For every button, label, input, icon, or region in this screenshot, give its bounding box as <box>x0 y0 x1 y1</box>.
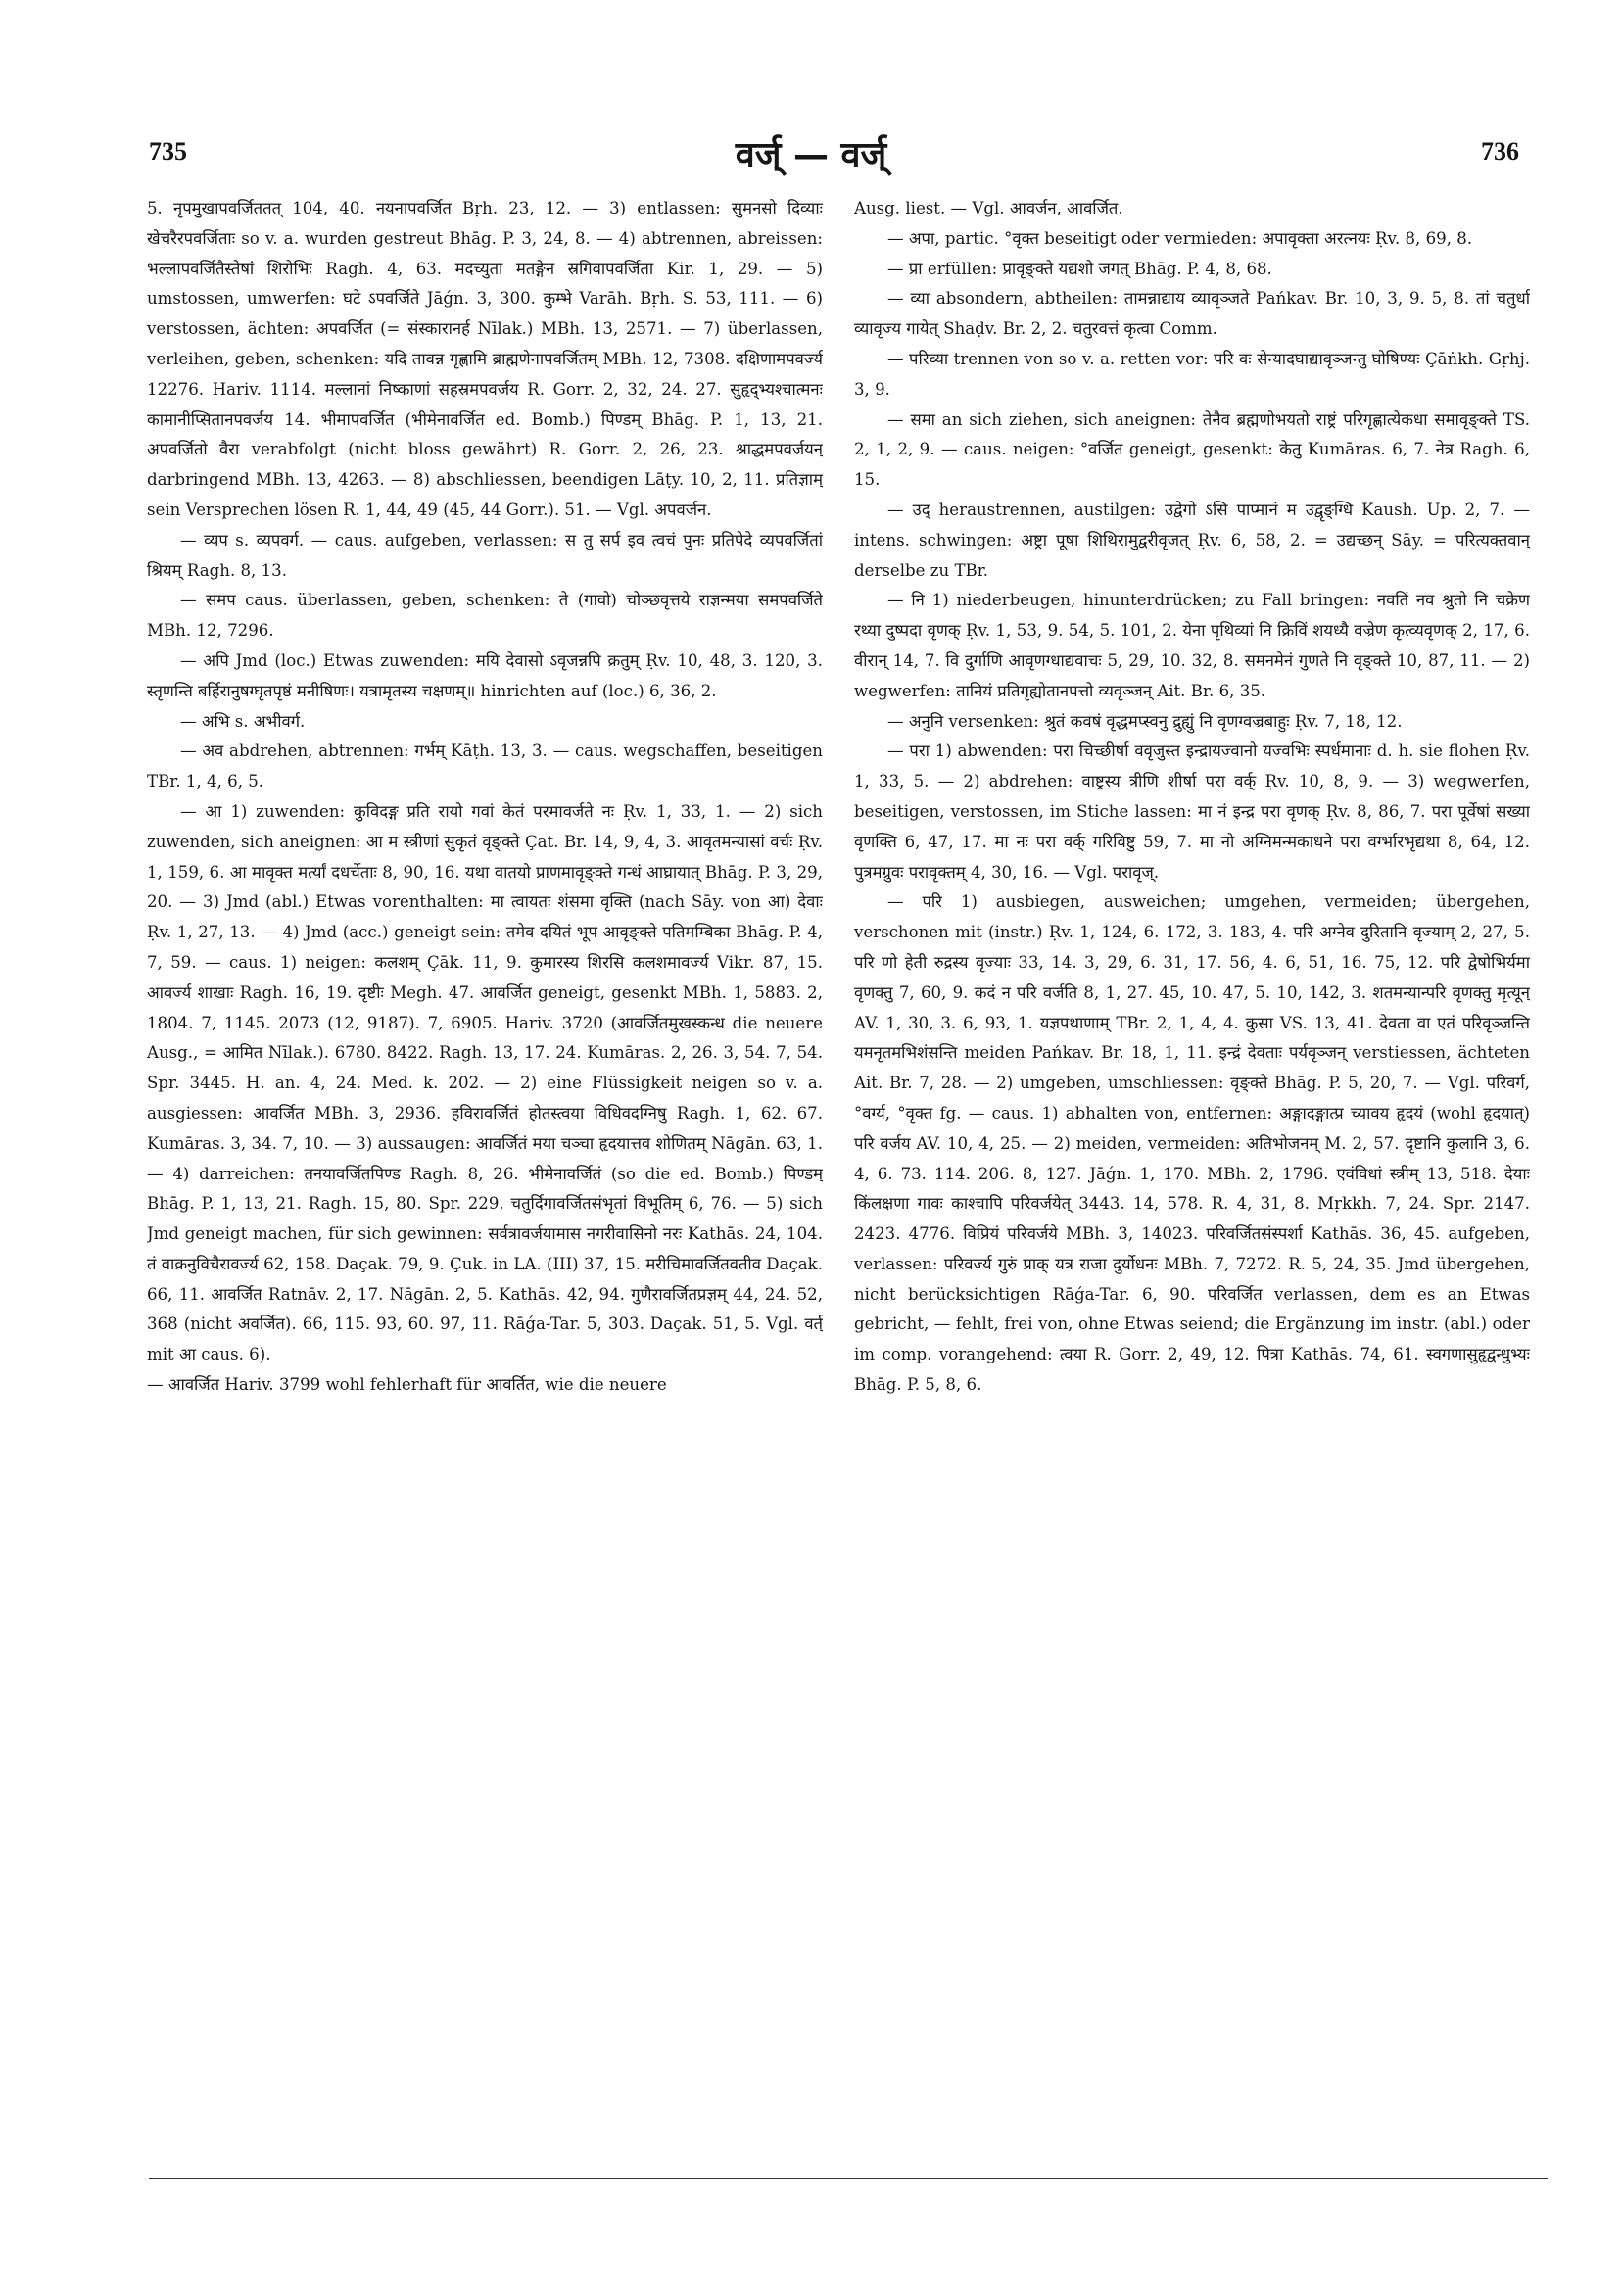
running-headword: वर्ज् — वर्ज् <box>735 135 887 175</box>
left-paragraph: — आवर्जित Hariv. 3799 wohl fehlerhaft für आवर्तित, wie die neuere <box>147 1375 667 1395</box>
right-paragraph: — परि 1) ausbiegen, ausweichen; umgehen, vermeiden; übergehen, verschonen mit (instr.) Ṛv. 1, 124, 6. 172, 3. 183, 4. परि अग्नेव दुरितानि वृज्याम् 2, 27, 5. परि णो हेती रुद्रस्य वृज्याः 33, 14. 3, 29, 6. 31, 17. 56, 4. 6, 51, 16. 75, 12. परि द्वेषोभिर्यमा वृणक्तु 7, 60, 9. कदं न परि वर्जति 8, 1, 27. 45, 10. 47, 5. 10, 142, 3. शतमन्यान्परि वृणक्तु मृत्यून् AV. 1, 30, 3. 6, 93, 1. यज्ञपथाणाम् TBr. 2, 1, 4, 4. कुसा VS. 13, 41. देवता वा एतं परिवृञ्जन्ति यमनृतमभिशंसन्ति meiden Pańkav. Br. 18, 1, 11. इन्द्रं देवताः पर्यवृञ्जन् verstiessen, ächteten Ait. Br. 7, 28. — 2) umgeben, umschliessen: वृङ्क्ते Bhāg. P. 5, 20, 7. — Vgl. परिवर्ग, °वर्ग्य, °वृक्त fg. — caus. 1) abhalten von, entfernen: अङ्गादङ्गात्प्र च्यावय हृदयं (wohl हृदयात्) परि वर्जय AV. 10, 4, 25. — 2) meiden, vermeiden: अतिभोजनम् M. 2, 57. दृष्टानि कुलानि 3, 6. 4, 6. 73. 114. 206. 8, 127. Jāǵn. 1, 170. MBh. 2, 1796. एवंविधां स्त्रीम् 13, 518. देयाः किंलक्षणा गावः काश्चापि परिवर्जयेत् 3443. 14, 578. R. 4, 31, 8. Mṛkkh. 7, 24. Spr. 2147. 2423. 4776. विप्रियं परिवर्जये MBh. 3, 14023. परिवर्जितसंस्पर्शा Kathās. 36, 45. aufgeben, verlassen: परिवर्ज्य गुरुं प्राक् यत्र राजा दुर्योधनः MBh. 7, 7272. R. 5, 24, 35. Jmd übergehen, nicht berücksichtigen Rāǵa-Tar. 6, 90. परिवर्जित verlassen, dem es an Etwas gebricht, — fehlt, frei von, ohne Etwas seiend; die Ergänzung im instr. (abl.) oder im comp. vorangehend: त्वया R. Gorr. 2, 49, 12. पित्रा Kathās. 74, 61. स्वगणासुहृद्वन्धुभ्यः Bhāg. P. 5, 8, 6. <box>854 892 1530 1395</box>
right-paragraph: — प्रा erfüllen: प्रावृङ्क्ते यद्यशो जगत् Bhāg. P. 4, 8, 68. <box>887 259 1272 278</box>
left-paragraph: — समप caus. überlassen, geben, schenken: ते (गावो) चोञ्छवृत्तये राज्ञन्मया समपवर्जिते MBh. 12, 7296. <box>147 591 823 641</box>
left-paragraph: — अभि s. अभीवर्ग. <box>180 711 306 731</box>
right-paragraph: — परिव्या trennen von so v. a. retten vor: परि वः सेन्यादघाद्यावृञ्जन्तु घोषिण्यः Çāṅkh. Gṛhj. 3, 9. <box>854 349 1530 399</box>
right-paragraph: — नि 1) niederbeugen, hinunterdrücken; zu Fall bringen: नवतिं नव श्रुतो नि चक्रेण रथ्या दुष्पदा वृणक् Ṛv. 1, 53, 9. 54, 5. 101, 2. येना पृथिव्यां नि क्रिविं शयध्यै वज्रेण कृत्व्यवृणक् 2, 17, 6. वीरान् 14, 7. वि दुर्गाणि आवृणग्धाद्यवाचः 5, 29, 10. 32, 8. समनमेनं गुणते नि वृङ्क्ते 10, 87, 11. — 2) wegwerfen: तानियं प्रतिगृह्योतानपत्तो व्यवृञ्जन् Ait. Br. 6, 35. <box>854 591 1530 700</box>
right-paragraph: — व्या absondern, abtheilen: तामन्नाद्याय व्यावृञ्जते Pańkav. Br. 10, 3, 9. 5, 8. तां चतुर्धा व्यावृज्य गायेत् Shaḍv. Br. 2, 2. चतुरवत्तं कृत्वा Comm. <box>854 289 1530 339</box>
page-number-left: 735 <box>149 137 187 166</box>
page-number-right: 736 <box>1481 137 1519 166</box>
right-paragraph: Ausg. liest. — Vgl. आवर्जन, आवर्जित. <box>854 199 1123 217</box>
left-paragraph: — व्यप s. व्यपवर्ग. — caus. aufgeben, verlassen: स तु सर्प इव त्वचं पुनः प्रतिपेदे व्यपवर्जितां श्रियम् Ragh. 8, 13. <box>147 530 823 580</box>
footer-rule <box>149 2178 1548 2179</box>
left-paragraph: 5. नृपमुखापवर्जिततत् 104, 40. नयनापवर्जित Bṛh. 23, 12. — 3) entlassen: सुमनसो दिव्याः खेचरैरपवर्जिताः so v. a. wurden gestreut Bhāg. P. 3, 24, 8. — 4) abtrennen, abreissen: भल्लापवर्जितैस्तेषां शिरोभिः Ragh. 4, 63. मदच्युता मतङ्गेन स्रगिवापवर्जिता Kir. 1, 29. — 5) umstossen, umwerfen: घटे ऽपवर्जिते Jāǵn. 3, 300. कुम्भे Varāh. Bṛh. S. 53, 111. — 6) verstossen, ächten: अपवर्जित (= संस्कारानर्ह Nīlak.) MBh. 13, 2571. — 7) überlassen, verleihen, geben, schenken: यदि तावन्न गृह्णामि ब्राह्मणेनापवर्जितम् MBh. 12, 7308. दक्षिणामपवर्ज्य 12276. Hariv. 1114. मल्लानां निष्काणां सहस्रमपवर्जय R. Gorr. 2, 32, 24. 27. सुहृद्भ्यश्चात्मनः कामानीप्सितानपवर्जय 14. भीमापवर्जित (भीमेनावर्जित ed. Bomb.) पिण्डम् Bhāg. P. 1, 13, 21. अपवर्जितो वैरा verabfolgt (nicht bloss gewährt) R. Gorr. 2, 26, 23. श्राद्धमपवर्जयन् darbringend MBh. 13, 4263. — 8) abschliessen, beendigen Lāṭy. 10, 2, 11. प्रतिज्ञाम् sein Versprechen lösen R. 1, 44, 49 (45, 44 Gorr.). 51. — Vgl. अपवर्जन. <box>147 199 823 519</box>
right-paragraph: — अनुनि versenken: श्रुतं कवषं वृद्धमप्स्वनु द्रुह्युं नि वृणग्वज्रबाहुः Ṛv. 7, 18, 12. <box>887 711 1403 731</box>
right-paragraph: — समा an sich ziehen, sich aneignen: तेनैव ब्रह्मणोभयतो राष्ट्रं परिगृह्णात्येकधा समावृङ्क्ते TS. 2, 1, 2, 9. — caus. neigen: °वर्जित geneigt, gesenkt: केतु Kumāras. 6, 7. नेत्र Ragh. 6, 15. <box>854 409 1530 490</box>
right-paragraph: — उद् heraustrennen, austilgen: उद्वेगो ऽसि पाप्मानं म उद्वृङ्ग्धि Kaush. Up. 2, 7. — intens. schwingen: अष्ट्रा पूषा शिथिरामुद्वरीवृजत् Ṛv. 6, 58, 2. = उद्यच्छन् Sāy. = परित्यक्तवान् derselbe zu TBr. <box>854 500 1530 580</box>
left-column <box>147 194 823 2104</box>
right-paragraph: — अपा, partic. °वृक्त beseitigt oder vermieden: अपावृक्ता अरत्नयः Ṛv. 8, 69, 8. <box>887 228 1473 248</box>
left-paragraph: — अपि Jmd (loc.) Etwas zuwenden: मयि देवासो ऽवृजन्नपि क्रतुम् Ṛv. 10, 48, 3. 120, 3. स्तृणन्ति बर्हिरानुषग्घृतपृष्ठं मनीषिणः। यत्रामृतस्य चक्षणम्॥ hinrichten auf (loc.) 6, 36, 2. <box>147 650 823 700</box>
left-paragraph: — आ 1) zuwenden: कुविदङ्ग प्रति रायो गवां केतं परमावर्जते नः Ṛv. 1, 33, 1. — 2) sich zuwenden, sich aneignen: आ म स्त्रीणां सुकृतं वृङ्क्ते Çat. Br. 14, 9, 4, 3. आवृतमन्यासां वर्चः Ṛv. 1, 159, 6. आ मावृक्त मर्त्यां दधर्चेताः 8, 90, 16. यथा वातयो प्राणमावृङ्क्ते गन्धं आघ्रायात् Bhāg. P. 3, 29, 20. — 3) Jmd (abl.) Etwas vorenthalten: मा त्वायतः शंसमा वृक्ति (nach Sāy. von आ) देवाः Ṛv. 1, 27, 13. — 4) Jmd (acc.) geneigt sein: तमेव दयितं भूप आवृङ्क्ते पतिमम्बिका Bhāg. P. 4, 7, 59. — caus. 1) neigen: कलशम् Çāk. 11, 9. कुमारस्य शिरसि कलशमावर्ज्य Vikr. 87, 15. आवर्ज्य शाखाः Ragh. 16, 19. दृष्टीः Megh. 47. आवर्जित geneigt, gesenkt MBh. 1, 5883. 2, 1804. 7, 1145. 2073 (12, 9187). 7, 6905. Hariv. 3720 (आवर्जितमुखस्कन्ध die neuere Ausg., = आमित Nīlak.). 6780. 8422. Ragh. 13, 17. 24. Kumāras. 2, 26. 3, 54. 7, 54. Spr. 3445. H. an. 4, 24. Med. k. 202. — 2) eine Flüssigkeit neigen so v. a. ausgiessen: आवर्जित MBh. 3, 2936. हविरावर्जितं होतस्त्वया विधिवदग्निषु Ragh. 1, 62. 67. Kumāras. 3, 34. 7, 10. — 3) aussaugen: आवर्जितं मया चञ्चा हृदयात्तव शोणितम् Nāgān. 63, 1. — 4) darreichen: तनयावर्जितपिण्ड Ragh. 8, 26. भीमेनावर्जितं (so die ed. Bomb.) पिण्डम् Bhāg. P. 1, 13, 21. Ragh. 15, 80. Spr. 229. चतुर्दिगावर्जितसंभृतां विभूतिम् 6, 76. — 5) sich Jmd geneigt machen, für sich gewinnen: सर्वत्रावर्जयामास नगरीवासिनो नरः Kathās. 24, 104. तं वाक्रनुविचैरावर्ज्य 62, 158. Daçak. 79, 9. Çuk. in LA. (III) 37, 15. मरीचिमावर्जितवतीव Daçak. 66, 11. आवर्जित Ratnāv. 2, 17. Nāgān. 2, 5. Kathās. 42, 94. गुणैरावर्जितप्रज्ञम् 44, 24. 52, 368 (nicht अवर्जित). 66, 115. 93, 60. 97, 11. Rāǵa-Tar. 5, 303. Daçak. 51, 5. Vgl. वर्त् mit आ caus. 6). <box>147 801 823 1364</box>
right-paragraph: — परा 1) abwenden: परा चिच्छीर्षा ववृजुस्त इन्द्रायज्वानो यज्वभिः स्पर्धमानाः d. h. sie flohen Ṛv. 1, 33, 5. — 2) abdrehen: वाष्ट्रस्य त्रीणि शीर्षा परा वर्क् Ṛv. 10, 8, 9. — 3) wegwerfen, beseitigen, verstossen, im Stiche lassen: मा नं इन्द्र परा वृणक् Ṛv. 8, 86, 7. परा पूर्वेषां सख्या वृणक्ति 6, 47, 17. मा नः परा वर्क् गरिविष्टु 59, 7. मा नो अग्निमन्मकाधने परा वर्ग्भारभृद्यथा 8, 64, 12. पुत्रमग्रुवः परावृक्तम् 4, 30, 16. — Vgl. परावृज्. <box>854 741 1530 882</box>
left-paragraph: — अव abdrehen, abtrennen: गर्भम् Kāṭh. 13, 3. — caus. wegschaffen, beseitigen TBr. 1, 4, 6, 5. <box>147 741 823 791</box>
right-column <box>854 194 1530 2104</box>
